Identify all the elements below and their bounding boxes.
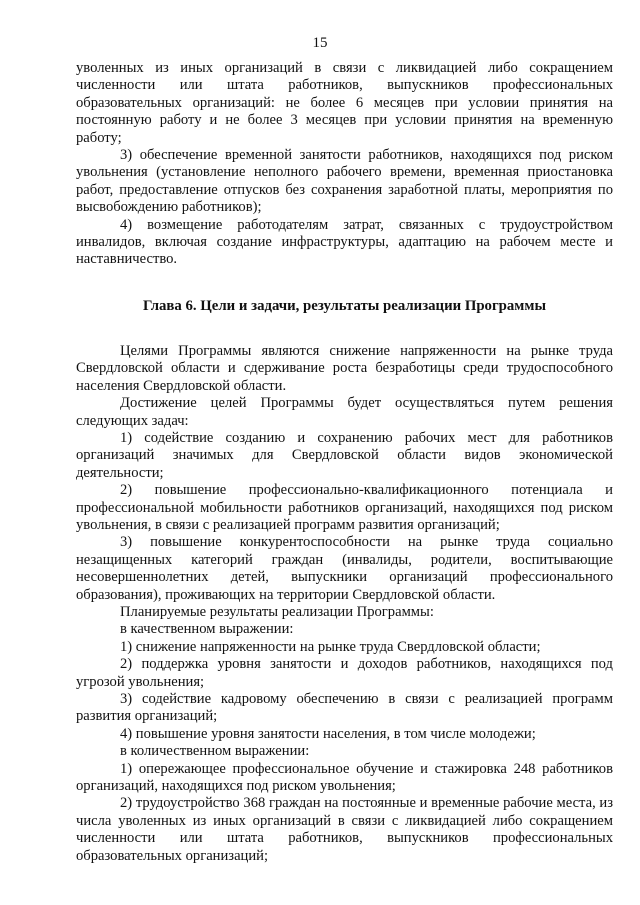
- paragraph: 2) поддержка уровня занятости и доходов работников, находящихся под угрозой увольнения;: [76, 656, 613, 690]
- paragraphs-after-heading: [76, 343, 613, 865]
- paragraph: в качественном выражении:: [120, 621, 294, 638]
- paragraph: 2) трудоустройство 368 граждан на постоянные и временные рабочие места, из числа уволенных из иных организаций в связи с ликвидацией либо сокращением численности или штата работников, выпускников профессиональных образовательных организаций;: [76, 795, 613, 864]
- paragraph: 3) повышение конкурентоспособности на рынке труда социально незащищенных категорий граждан (инвалиды, родители, воспитывающие несовершеннолетних детей, выпускники организаций профессионального образования), проживающих на территории Свердловской области.: [76, 534, 613, 603]
- paragraph: 4) повышение уровня занятости населения, в том числе молодежи;: [120, 725, 536, 742]
- paragraph: уволенных из иных организаций в связи с ликвидацией либо сокращением численности или штата работников, выпускников профессиональных образовательных организаций: не более 6 месяцев при условии принятия на постоянную работу и не более 3 месяцев при условии принятия на временную работу;: [76, 60, 613, 146]
- paragraph: 1) снижение напряженности на рынке труда Свердловской области;: [120, 638, 541, 655]
- paragraph: 1) содействие созданию и сохранению рабочих мест для работников организаций значимых для Свердловской области видов экономической деятельности;: [76, 429, 613, 481]
- paragraphs-before-heading: [76, 60, 613, 269]
- paragraph: Целями Программы являются снижение напряженности на рынке труда Свердловской области и сдерживание роста безработицы среди трудоспособного населения Свердловской области.: [76, 342, 613, 394]
- page-number: 15: [312, 35, 328, 51]
- paragraph: в количественном выражении:: [120, 743, 310, 760]
- document-body: [76, 60, 613, 865]
- paragraph: 3) содействие кадровому обеспечению в связи с реализацией программ развития организаций;: [76, 691, 613, 725]
- paragraph: 3) обеспечение временной занятости работников, находящихся под риском увольнения (установление неполного рабочего времени, временная приостановка работ, предоставление отпусков без сохранения заработной платы, мероприятия по высвобождению работников);: [76, 147, 613, 216]
- paragraph: 2) повышение профессионально-квалификационного потенциала и профессиональной мобильности работников организаций, находящихся под риском увольнения, в связи с реализацией программ развития организаций;: [76, 482, 613, 533]
- chapter-heading: Глава 6. Цели и задачи, результаты реализации Программы: [142, 297, 547, 314]
- paragraph: 4) возмещение работодателям затрат, связанных с трудоустройством инвалидов, включая создание инфраструктуры, адаптацию на рабочем месте и наставничество.: [76, 216, 613, 268]
- paragraph: Достижение целей Программы будет осуществляться путем решения следующих задач:: [76, 395, 613, 429]
- paragraph: Планируемые результаты реализации Программы:: [120, 603, 434, 620]
- paragraph: 1) опережающее профессиональное обучение и стажировка 248 работников организаций, находящихся под риском увольнения;: [76, 760, 613, 795]
